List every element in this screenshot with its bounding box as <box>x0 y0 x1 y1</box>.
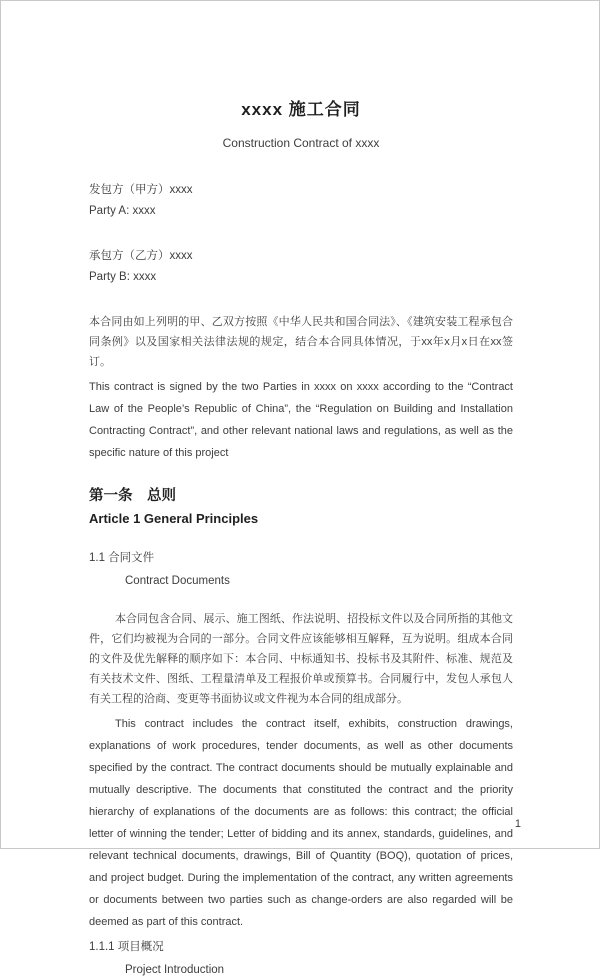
party-a-block <box>89 180 513 222</box>
section-1-1-1-label-zh: 1.1.1 项目概况 <box>89 941 164 953</box>
party-b-line-zh: 承包方（乙方）xxxx <box>89 250 193 262</box>
party-a-line-en: Party A: xxxx <box>89 205 156 217</box>
article-1-heading-zh: 第一条 总则 <box>89 488 176 504</box>
party-a-line-zh: 发包方（甲方）xxxx <box>89 184 193 196</box>
clause-1-1-paragraph-zh: 本合同包含合同、展示、施工图纸、作法说明、招投标文件以及合同所指的其他文件，它们均被视为合同的一部分。合同文件应该能够相互解释，互为说明。组成本合同的文件及优先解释的顺序如下：本合同、中标通知书、投标书及其附件、标准、规范及有关技术文件、图纸、工程量清单及工程报价单或预算书。合同履行中，发包人承包人有关工程的洽商、变更等书面协议或文件视为本合同的组成部分。 <box>89 613 513 705</box>
doc-title-en: Construction Contract of xxxx <box>222 136 380 150</box>
doc-title-zh: xxxx 施工合同 <box>241 100 361 119</box>
intro-paragraph-en: This contract is signed by the two Parties in xxxx on xxxx according to the “Contract Law of the People’s Republic of China”, the “Regulation on Building and Installation Contracting Contract”, and other relevant national laws and regulations, as well as the specific nature of this project <box>89 381 513 459</box>
section-1-1-label-zh: 1.1 合同文件 <box>89 552 155 564</box>
section-1-1-label-en: Contract Documents <box>125 575 230 587</box>
section-1-1-1-label-en: Project Introduction <box>125 964 225 976</box>
party-b-block <box>89 246 513 288</box>
page-number: 1 <box>514 818 521 830</box>
article-1-heading-en: Article 1 General Principles <box>89 511 259 526</box>
intro-paragraph-zh: 本合同由如上列明的甲、乙双方按照《中华人民共和国合同法》、《建筑安装工程承包合同条例》以及国家相关法律法规的规定，结合本合同具体情况，于xx年x月x日在xx签订。 <box>89 316 513 368</box>
party-b-line-en: Party B: xxxx <box>89 271 157 283</box>
clause-1-1-paragraph-en: This contract includes the contract itself, exhibits, construction drawings, explanations of work procedures, tender documents, as well as other documents specified by the contract. The contract documents should be mutually explainable and mutually descriptive. The documents that constituted the contract and the priority hierarchy of explanations of the documents are as follows: this contract; the official letter of winning the tender; Letter of bidding and its annex, standards, guidelines, and relevant technical documents, drawings, Bill of Quantity (BOQ), quotation of prices, and project budget. During the implementation of the contract, any written agreements or documents between two parties such as change-orders are also regarded will be deemed as part of this contract. <box>89 718 513 928</box>
